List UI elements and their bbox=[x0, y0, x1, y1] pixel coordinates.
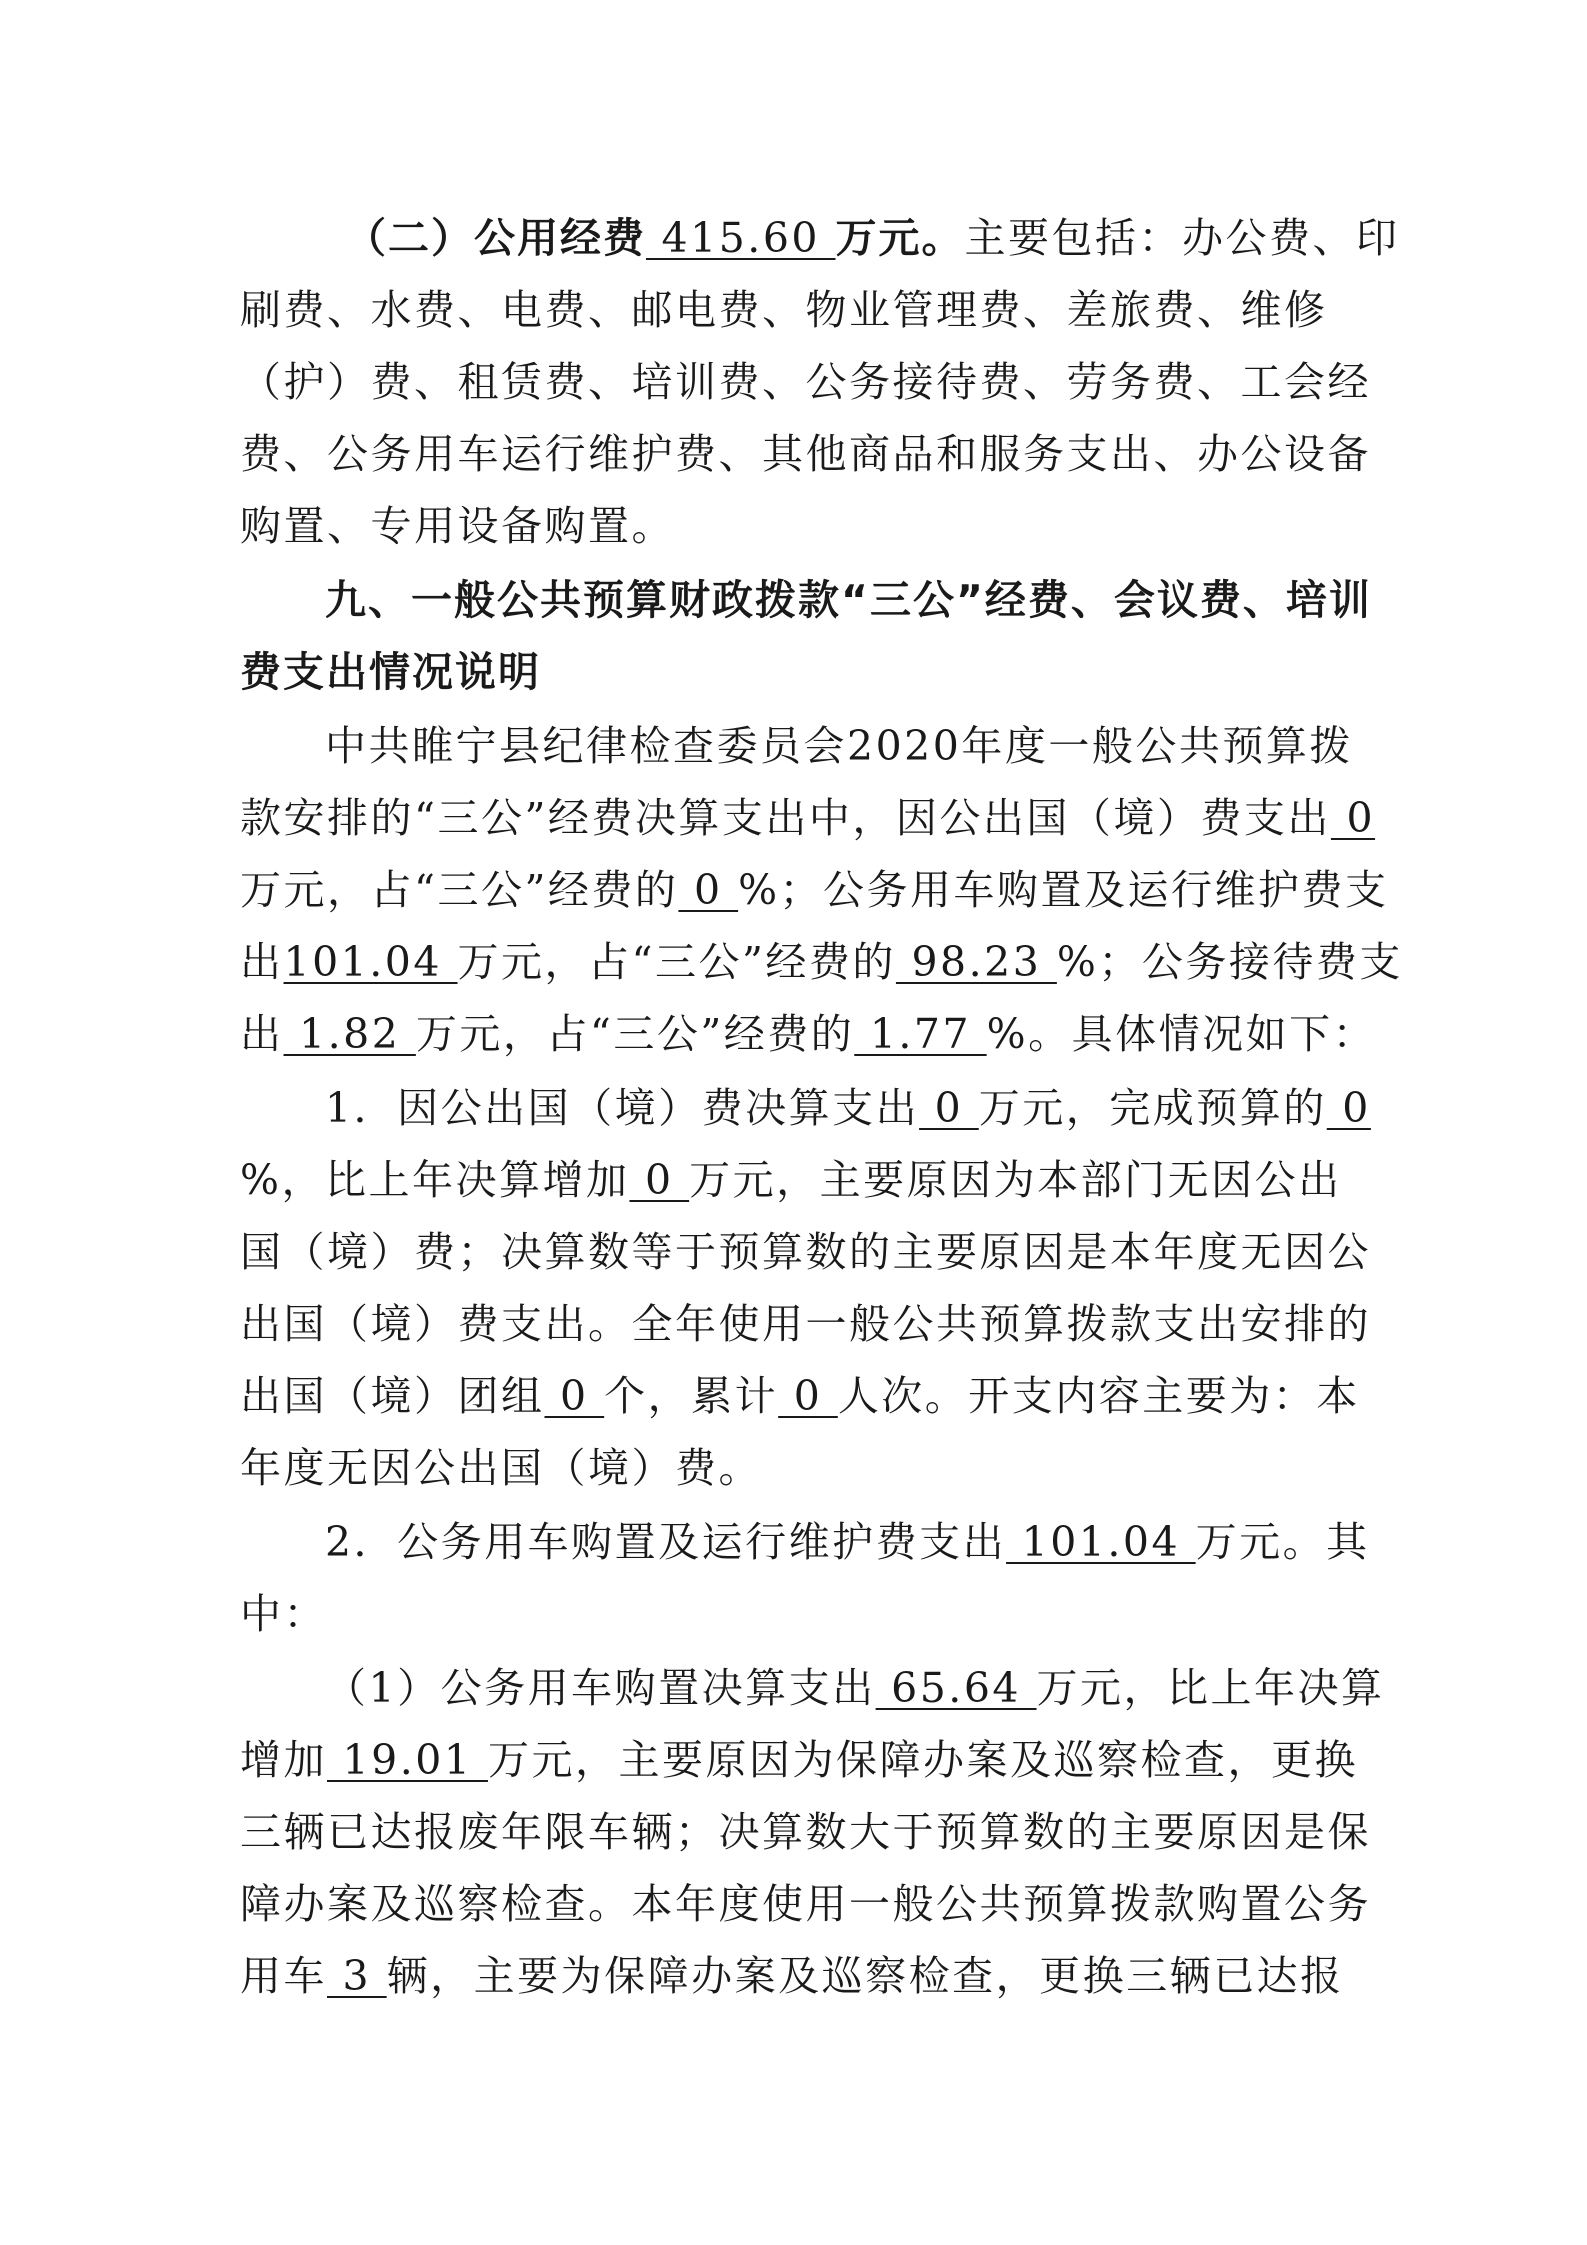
p5-text: 用车 bbox=[240, 1952, 327, 2000]
p2-text: 出 bbox=[240, 1010, 284, 1058]
delegation-count: 0 bbox=[544, 1372, 605, 1420]
p3-text: 万元，主要原因为本部门无因公出 bbox=[689, 1156, 1342, 1204]
p2-line-1: 中共睢宁县纪律检查委员会2020年度一般公共预算拨 bbox=[325, 722, 1353, 770]
section-heading-line-2: 费支出情况说明 bbox=[240, 648, 541, 696]
section-heading-line-1: 九、一般公共预算财政拨款“三公”经费、会议费、培训 bbox=[325, 576, 1372, 624]
p5-line-2 bbox=[240, 1732, 1358, 1788]
overseas-expense: 0 bbox=[919, 1084, 979, 1132]
overseas-increase: 0 bbox=[629, 1156, 690, 1204]
p2-line-5 bbox=[240, 1006, 1376, 1062]
vehicle-count: 3 bbox=[327, 1952, 387, 2000]
p5-line-1 bbox=[325, 1660, 1385, 1716]
p2-text: %；公务接待费支 bbox=[1056, 938, 1403, 986]
p3-text: 人次。开支内容主要为：本 bbox=[837, 1372, 1360, 1420]
p1-line-5: 购置、专用设备购置。 bbox=[240, 502, 675, 550]
p3-text: 万元，完成预算的 bbox=[978, 1084, 1327, 1132]
p1-line-1 bbox=[345, 210, 1400, 266]
p2-text: %；公务用车购置及运行维护费支 bbox=[738, 866, 1389, 914]
p2-text: %。具体情况如下： bbox=[986, 1010, 1377, 1058]
p5-line-3: 三辆已达报废年限车辆；决算数大于预算数的主要原因是保 bbox=[240, 1808, 1371, 1856]
vehicle-total-amount: 101.04 bbox=[1006, 1518, 1196, 1566]
p3-line-3: 国（境）费；决算数等于预算数的主要原因是本年度无因公 bbox=[240, 1228, 1371, 1276]
vehicle-purchase-increase: 19.01 bbox=[327, 1736, 488, 1784]
p1-line-3: （护）费、租赁费、培训费、公务接待费、劳务费、工会经 bbox=[240, 358, 1371, 406]
p5-text: 万元，比上年决算 bbox=[1036, 1664, 1385, 1712]
p1-line-4: 费、公务用车运行维护费、其他商品和服务支出、办公设备 bbox=[240, 430, 1371, 478]
p4-text: 万元。其 bbox=[1195, 1518, 1370, 1566]
person-count: 0 bbox=[778, 1372, 838, 1420]
p3-text: 个，累计 bbox=[604, 1372, 779, 1420]
overseas-percent: 0 bbox=[678, 866, 739, 914]
p3-text: %，比上年决算增加 bbox=[240, 1156, 630, 1204]
p1-line-2: 刷费、水费、电费、邮电费、物业管理费、差旅费、维修 bbox=[240, 286, 1328, 334]
p4-line-1 bbox=[325, 1514, 1370, 1570]
p1-value: 415.60 bbox=[646, 214, 836, 262]
p2-text: 出 bbox=[240, 938, 284, 986]
p3-text: 出国（境）团组 bbox=[240, 1372, 545, 1420]
p2-text: 款安排的“三公”经费决算支出中，因公出国（境）费支出 bbox=[240, 794, 1331, 842]
p4-text: 2．公务用车购置及运行维护费支出 bbox=[325, 1518, 1007, 1566]
reception-percent: 1.77 bbox=[854, 1010, 987, 1058]
p2-line-3 bbox=[240, 862, 1389, 918]
p4-line-2: 中： bbox=[240, 1590, 327, 1638]
vehicle-percent: 98.23 bbox=[895, 938, 1057, 986]
p5-line-5 bbox=[240, 1948, 1344, 2004]
p3-text: 1．因公出国（境）费决算支出 bbox=[325, 1084, 920, 1132]
p1-unit: 万元。 bbox=[835, 214, 965, 262]
p3-line-5 bbox=[240, 1368, 1360, 1424]
p3-line-4: 出国（境）费支出。全年使用一般公共预算拨款支出安排的 bbox=[240, 1300, 1371, 1348]
p2-text: 万元，占“三公”经费的 bbox=[240, 866, 679, 914]
p3-line-6: 年度无因公出国（境）费。 bbox=[240, 1444, 762, 1492]
p2-text: 万元，占“三公”经费的 bbox=[457, 938, 896, 986]
reception-amount: 1.82 bbox=[283, 1010, 416, 1058]
p5-text: 增加 bbox=[240, 1736, 327, 1784]
p2-text: 万元，占“三公”经费的 bbox=[415, 1010, 855, 1058]
overseas-budget-percent: 0 bbox=[1326, 1084, 1371, 1132]
p1-tail: 主要包括：办公费、印 bbox=[964, 214, 1400, 262]
p5-line-4: 障办案及巡察检查。本年度使用一般公共预算拨款购置公务 bbox=[240, 1880, 1371, 1928]
p5-text: （1）公务用车购置决算支出 bbox=[325, 1664, 876, 1712]
p5-text: 辆，主要为保障办案及巡察检查，更换三辆已达报 bbox=[386, 1952, 1344, 2000]
overseas-amount: 0 bbox=[1330, 794, 1376, 842]
vehicle-amount: 101.04 bbox=[283, 938, 458, 986]
vehicle-purchase-amount: 65.64 bbox=[875, 1664, 1037, 1712]
p2-line-4 bbox=[240, 934, 1403, 990]
p2-line-2 bbox=[240, 790, 1375, 846]
p1-label: （二）公用经费 bbox=[345, 214, 646, 262]
p3-line-2 bbox=[240, 1152, 1342, 1208]
p3-line-1 bbox=[325, 1080, 1371, 1136]
p5-text: 万元，主要原因为保障办案及巡察检查，更换 bbox=[487, 1736, 1358, 1784]
